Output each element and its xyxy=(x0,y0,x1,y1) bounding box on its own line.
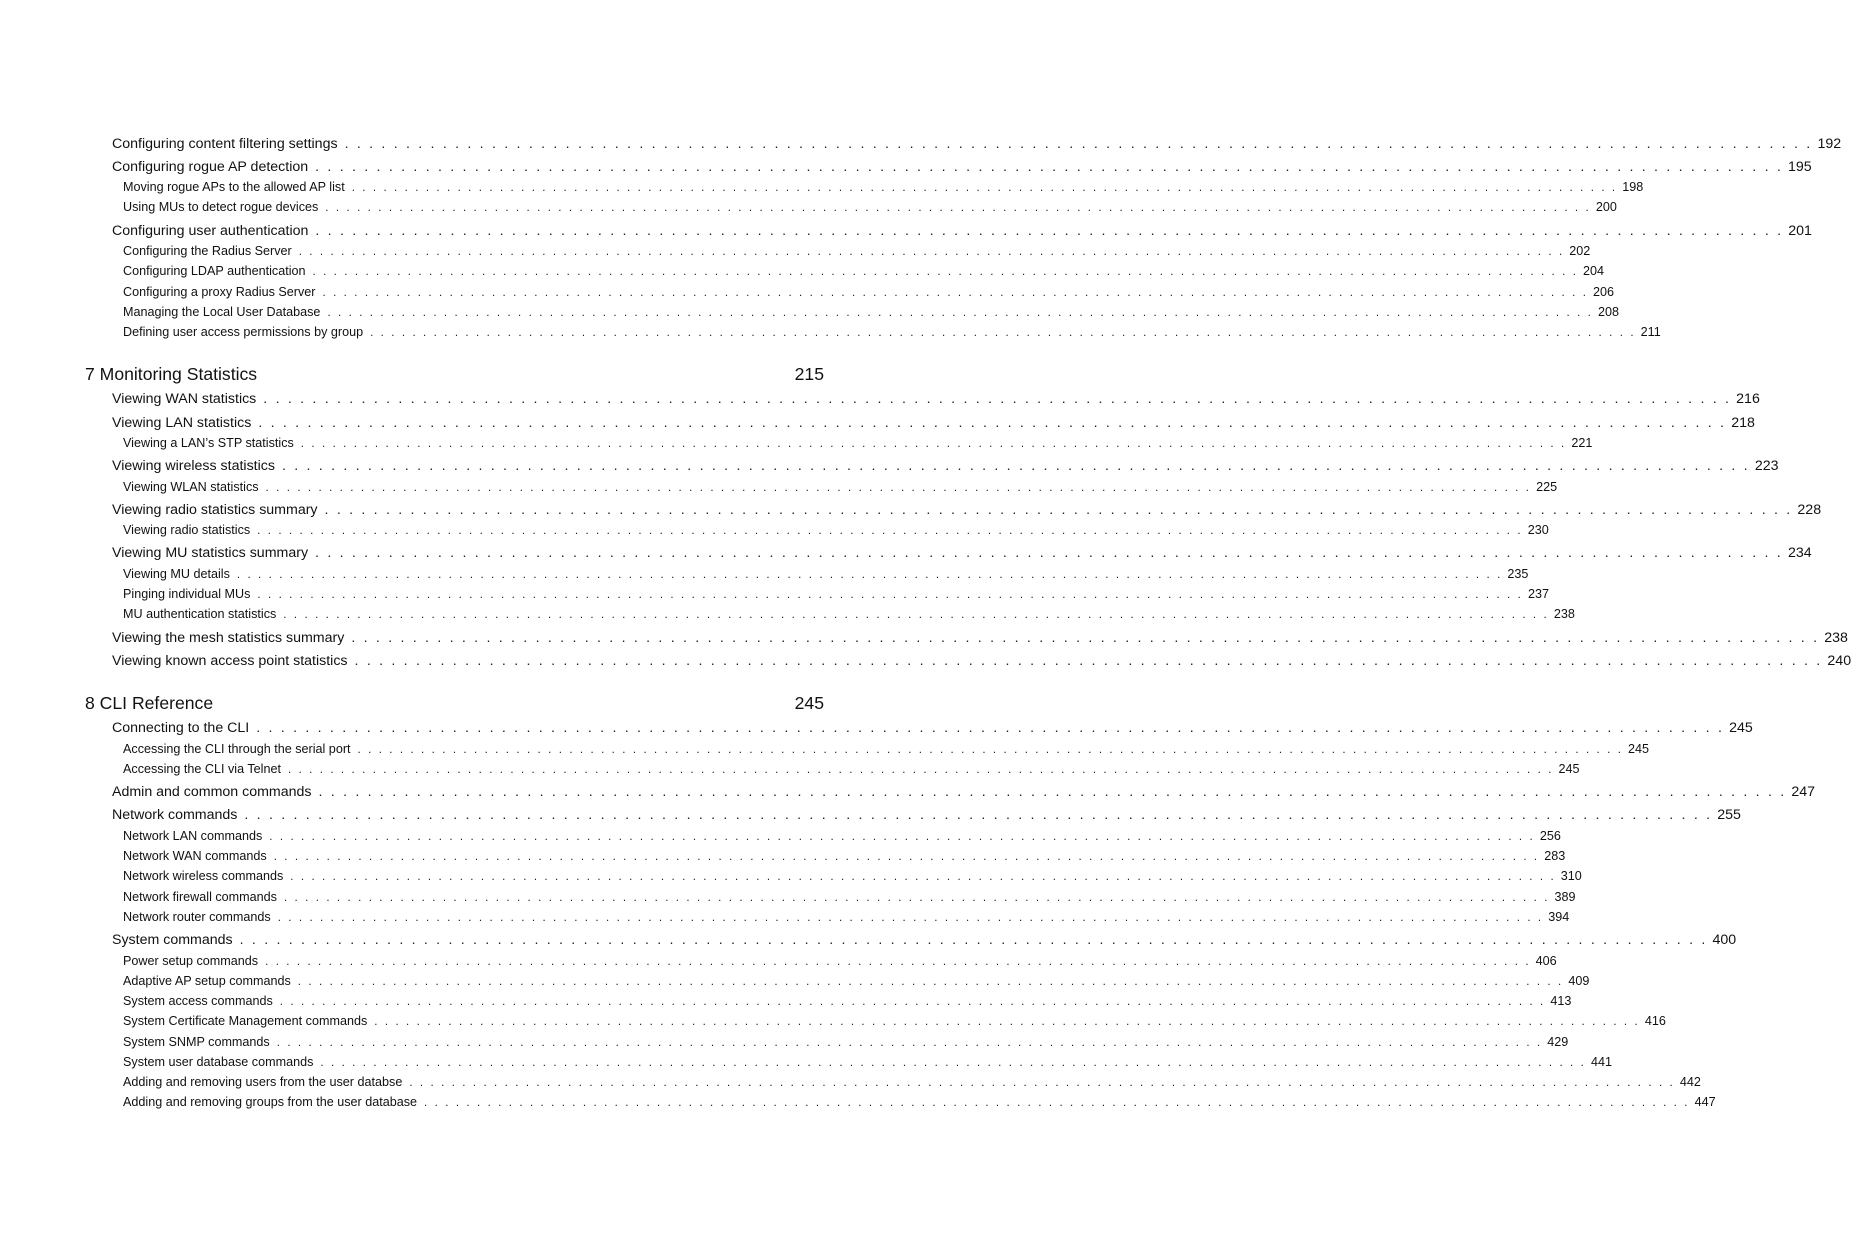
dot-leader: . . . . . . . . . . . . . . . . . . . . . . . . . . . . . . . . . . . . . . . . . . . . . . . . . . . . . . . . . . . . . . . . . . . . . . . . . . . . . . . . . . . . . . . . . . . . . . . . . . . . . . . . . . . . . . . . . . . . . . . . xyxy=(297,976,1564,988)
toc-entry-title: Viewing MU statistics summary xyxy=(112,545,309,561)
toc-entry-title: System Certificate Management commands xyxy=(123,1014,368,1028)
dot-leader: . . . . . . . . . . . . . . . . . . . . . . . . . . . . . . . . . . . . . . . . . . . . . . . . . . . . . . . . . . . . . . . . . . . . . . . . . . . . . . . . . . . . . . . . . . . . . . . . . . . . . . . . . . . . . . . . . . . . . . . . xyxy=(300,438,1567,450)
toc-entry-title: System user database commands xyxy=(123,1055,314,1069)
toc-entry-title: Configuring rogue AP detection xyxy=(112,159,309,175)
toc-entry-title: Power setup commands xyxy=(123,954,259,968)
dot-leader: . . . . . . . . . . . . . . . . . . . . . . . . . . . . . . . . . . . . . . . . . . . . . . . . . . . . . . . . . . . . . . . . . . . . . . . . . . . . . . . . . . . . . . . . . . . . . . . . . . . . . . . . . . . . . . . . . . . . . . . . xyxy=(276,1037,1543,1049)
toc-page-number: 198 xyxy=(1622,180,1644,194)
toc-section-entry[interactable] xyxy=(112,720,1753,740)
toc-chapter-heading[interactable] xyxy=(85,693,824,717)
toc-page-number: 235 xyxy=(1507,567,1529,581)
toc-section-entry[interactable] xyxy=(112,159,1812,179)
toc-subsection-entry[interactable] xyxy=(123,436,1593,454)
toc-page-number: 256 xyxy=(1539,829,1561,843)
toc-subsection-entry[interactable] xyxy=(123,829,1561,847)
toc-page-number: 245 xyxy=(1558,762,1580,776)
toc-entry-title: 8 CLI Reference xyxy=(85,693,214,713)
dot-leader: . . . . . . . . . . . . . . . . . . . . . . . . . . . . . . . . . . . . . . . . . . . . . . . . . . . . . . . . . . . . . . . . . . . . . . . . . . . . . . . . . . . . . . . . . . . . . . . . . . . . . . . . . . . . . . . . . . . . . . . . xyxy=(283,609,1549,621)
dot-leader: . . . . . . . . . . . . . . . . . . . . . . . . . . . . . . . . . . . . . . . . . . . . . . . . . . . . . . . . . . . . . . . . . . . . . . . . . . . . . . . . . . . . . . . . . . . . . . . . . . . . . . . . . . . . . . . . . . . . . . . . xyxy=(315,545,1783,561)
dot-leader: . . . . . . . . . . . . . . . . . . . . . . . . . . . . . . . . . . . . . . . . . . . . . . . . . . . . . . . . . . . . . . . . . . . . . . . . . . . . . . . . . . . . . . . . . . . . . . . . . . . . . . . . . . . . . . . . . . . . . . . . xyxy=(374,1016,1640,1028)
toc-page-number: 234 xyxy=(1787,545,1812,561)
toc-page-number: 225 xyxy=(1536,480,1558,494)
dot-leader: . . . . . . . . . . . . . . . . . . . . . . . . . . . . . . . . . . . . . . . . . . . . . . . . . . . . . . . . . . . . . . . . . . . . . . . . . . . . . . . . . . . . . . . . . . . . . . . . . . . . . . . . . . . . . . . . . . . . . . . . xyxy=(258,415,1727,431)
toc-entry-title: Configuring content filtering settings xyxy=(112,136,338,152)
toc-subsection-entry[interactable] xyxy=(123,264,1605,282)
toc-entry-title: Viewing wireless statistics xyxy=(112,458,275,474)
toc-page-number: 429 xyxy=(1547,1035,1569,1049)
toc-section-entry[interactable] xyxy=(112,223,1812,243)
dot-leader: . . . . . . . . . . . . . . . . . . . . . . . . . . . . . . . . . . . . . . . . . . . . . . . . . . . . . . . . . . . . . . . . . . . . . . . . . . . . . . . . . . . . . . . . . . . . . . . . . . . . . . . . . . . . . . . . . . . . . . . . xyxy=(351,182,1618,194)
toc-section-entry[interactable] xyxy=(112,630,1848,650)
toc-entry-title: Pinging individual MUs xyxy=(123,587,251,601)
toc-section-entry[interactable] xyxy=(112,136,1842,156)
toc-entry-title: Adding and removing users from the user databse xyxy=(123,1075,403,1089)
toc-entry-title: MU authentication statistics xyxy=(123,607,277,621)
toc-entry-title: Accessing the CLI via Telnet xyxy=(123,762,281,776)
dot-leader: . . . . . . . . . . . . . . . . . . . . . . . . . . . . . . . . . . . . . . . . . . . . . . . . . . . . . . . . . . . . . . . . . . . . . . . . . . . . . . . . . . . . . . . . . . . . . . . . . . . . . . . . . . . . . . . . . . . . . . . . xyxy=(273,851,1540,863)
dot-leader: . . . . . . . . . . . . . . . . . . . . . . . . . . . . . . . . . . . . . . . . . . . . . . . . . . . . . . . . . . . . . . . . . . . . . . . . . . . . . . . . . . . . . . . . . . . . . . . . . . . . . . . . . . . . . . . . . . . . . . . . xyxy=(281,458,1750,474)
toc-subsection-entry[interactable] xyxy=(123,567,1529,585)
toc-page-number: 216 xyxy=(1736,391,1760,407)
toc-entry-title: Viewing MU details xyxy=(123,567,230,581)
toc-page-number: 283 xyxy=(1544,849,1566,863)
toc-section-entry[interactable] xyxy=(112,391,1760,411)
toc-entry-title: Network wireless commands xyxy=(123,869,284,883)
toc-page-number: 202 xyxy=(1569,244,1591,258)
toc-page-number: 441 xyxy=(1590,1055,1612,1069)
toc-subsection-entry[interactable] xyxy=(123,1055,1612,1073)
toc-subsection-entry[interactable] xyxy=(123,480,1558,498)
dot-leader: . . . . . . . . . . . . . . . . . . . . . . . . . . . . . . . . . . . . . . . . . . . . . . . . . . . . . . . . . . . . . . . . . . . . . . . . . . . . . . . . . . . . . . . . . . . . . . . . . . . . . . . . . . . . . . . . . . . . . . . . xyxy=(244,807,1713,823)
dot-leader: . . . . . . . . . . . . . . . . . . . . . . . . . . . . . . . . . . . . . . . . . . . . . . . . . . . . . . . . . . . . . . . . . . . . . . . . . . . . . . . . . . . . . . . . . . . . . . . . . . . . . . . . . . . . . . . . . . . . . . . . xyxy=(257,589,1523,601)
toc-section-entry[interactable] xyxy=(112,784,1816,804)
toc-entry-title: Viewing WLAN statistics xyxy=(123,480,259,494)
toc-section-entry[interactable] xyxy=(112,653,1851,673)
toc-page-number: 238 xyxy=(1553,607,1575,621)
toc-entry-title: Adding and removing groups from the user database xyxy=(123,1095,418,1109)
toc-subsection-entry[interactable] xyxy=(123,523,1549,541)
toc-page-number: 230 xyxy=(1527,523,1549,537)
toc-entry-title: Configuring a proxy Radius Server xyxy=(123,285,316,299)
dot-leader: . . . . . . . . . . . . . . . . . . . . . . . . . . . . . . . . . . . . . . . . . . . . . . . . . . . . . . . . . . . . . . . . . . . . . . . . . . . . . . . . . . . . . . . . . . . . . . . . . . . . . . . . . . . . . . . . . . . . . . . . xyxy=(279,996,1546,1008)
toc-page-number: 389 xyxy=(1554,890,1576,904)
dot-leader: . . . . . . . . . . . . . . . . . . . . . . . . . . . . . . . . . . . . . . . . . . . . . . . . . . . . . . . . . . . . . . . . . . . . . . . . . . . . . . . . . . . . . . . . . . . . . . . . . . . . . . . . . . . . . . . . . . . . . . . . xyxy=(315,223,1784,239)
toc-entry-title: Configuring LDAP authentication xyxy=(123,264,306,278)
toc-section-entry[interactable] xyxy=(112,458,1779,478)
toc-page-number: 206 xyxy=(1593,285,1615,299)
toc-subsection-entry[interactable] xyxy=(123,607,1575,625)
toc-page-number: 245 xyxy=(1628,742,1650,756)
toc-entry-title: Configuring user authentication xyxy=(112,223,309,239)
toc-entry-title: Viewing a LAN’s STP statistics xyxy=(123,436,294,450)
toc-page-number: 218 xyxy=(1731,415,1755,431)
toc-entry-title: Viewing radio statistics summary xyxy=(112,502,318,518)
toc-entry-title: Network router commands xyxy=(123,910,271,924)
toc-page-number: 221 xyxy=(1571,436,1593,450)
toc-section-entry[interactable] xyxy=(112,545,1812,565)
toc-page-number: 211 xyxy=(1640,325,1661,339)
toc-page-number: 201 xyxy=(1788,223,1812,239)
toc-entry-title: System access commands xyxy=(123,994,273,1008)
dot-leader: . . . . . . . . . . . . . . . . . . . . . . . . . . . . . . . . . . . . . . . . . . . . . . . . . . . . . . . . . . . . . . . . . . . . . . . . . . . . . . . . . . . . . . . . . . . . . . . . . . . . . . . . . . . . . . . . . . . . . . . . xyxy=(354,653,1823,669)
toc-page-number: 442 xyxy=(1679,1075,1701,1089)
toc-subsection-entry[interactable] xyxy=(123,1014,1666,1032)
toc-page-number: 208 xyxy=(1597,305,1619,319)
dot-leader: . . . . . . . . . . . . . . . . . . . . . . . . . . . . . . . . . . . . . . . . . . . . . . . . . . . . . . . . . . . . . . . . . . . . . . . . . . . . . . . . . . . . . . . . . . . . . . . . . . . . . . . . . . . . . . . . . . . . . . . . xyxy=(312,266,1579,278)
dot-leader: . . . . . . . . . . . . . . . . . . . . . . . . . . . . . . . . . . . . . . . . . . . . . . . . . . . . . . . . . . . . . . . . . . . . . . . . . . . . . . . . . . . . . . . . . . . . . . . . . . . . . . . . . . . . . . . . . . . . . . . . xyxy=(357,744,1624,756)
toc-entry-title: Viewing known access point statistics xyxy=(112,653,348,669)
toc-page-number: 195 xyxy=(1788,159,1812,175)
toc-entry-title: Viewing the mesh statistics summary xyxy=(112,630,345,646)
toc-page-number: 247 xyxy=(1791,784,1816,800)
dot-leader: . . . . . . . . . . . . . . . . . . . . . . . . . . . . . . . . . . . . . . . . . . . . . . . . . . . . . . . . . . . . . . . . . . . . . . . . . . . . . . . . . . . . . . . . . . . . . . . . . . . . . . . . . . . . . . . . . . . . . . . . xyxy=(298,246,1565,258)
toc-page-number: 200 xyxy=(1595,200,1617,214)
toc-section-entry[interactable] xyxy=(112,415,1755,435)
toc-entry-title: 7 Monitoring Statistics xyxy=(85,364,258,384)
toc-chapter-heading[interactable] xyxy=(85,364,824,388)
toc-subsection-entry[interactable] xyxy=(123,325,1661,343)
dot-leader: . . . . . . . . . . . . . . . . . . . . . . . . . . . . . . . . . . . . . . . . . . . . . . . . . . . . . . . . . . . . . . . . . . . . . . . . . . . . . . . . . . . . . . . . . . . . . . . . . . . . . . . . . . . . . . . . . . . . . . . . xyxy=(322,287,1589,299)
dot-leader: . . . . . . . . . . . . . . . . . . . . . . . . . . . . . . . . . . . . . . . . . . . . . . . . . . . . . . . . . . . . . . . . . . . . . . . . . . . . . . . . . . . . . . . . . . . . . . . . . . . . . . . . . . . . . . . . . . . . . . . . xyxy=(409,1077,1675,1089)
toc-page-number: 409 xyxy=(1568,974,1590,988)
toc-entry-title: Viewing LAN statistics xyxy=(112,415,252,431)
dot-leader: . . . . . . . . . . . . . . . . . . . . . . . . . . . . . . . . . . . . . . . . . . . . . . . . . . . . . . . . . . . . . . . . . . . . . . . . . . . . . . . . . . . . . . . . . . . . . . . . . . . . . . . . . . . . . . . . . . . . . . . . xyxy=(424,1097,1690,1109)
toc-subsection-entry[interactable] xyxy=(123,910,1570,928)
toc-entry-title: Admin and common commands xyxy=(112,784,312,800)
dot-leader: . . . . . . . . . . . . . . . . . . . . . . . . . . . . . . . . . . . . . . . . . . . . . . . . . . . . . . . . . . . . . . . . . . . . . . . . . . . . . . . . . . . . . . . . . . . . . . . . . . . . . . . . . . . . . . . . . . . . . . . . xyxy=(327,307,1593,319)
dot-leader: . . . . . . . . . . . . . . . . . . . . . . . . . . . . . . . . . . . . . . . . . . . . . . . . . . . . . . . . . . . . . . . . . . . . . . . . . . . . . . . . . . . . . . . . . . . . . . . . . . . . . . . . . . . . . . . . . . . . . . . . xyxy=(283,892,1550,904)
toc-entry-title: Using MUs to detect rogue devices xyxy=(123,200,319,214)
toc-page-number: 204 xyxy=(1583,264,1605,278)
toc-section-entry[interactable] xyxy=(112,807,1741,827)
dot-leader: . . . . . . . . . . . . . . . . . . . . . . . . . . . . . . . . . . . . . . . . . . . . . . . . . . . . . . . . . . . . . . . . . . . . . . . . . . . . . . . . . . . . . . . . . . . . . . . . . . . . . . . . . . . . . . . . . . . . . . . . xyxy=(290,871,1556,883)
toc-page-number: 413 xyxy=(1550,994,1572,1008)
toc-subsection-entry[interactable] xyxy=(123,305,1619,323)
toc-page-number: 238 xyxy=(1824,630,1848,646)
dot-leader: . . . . . . . . . . . . . . . . . . . . . . . . . . . . . . . . . . . . . . . . . . . . . . . . . . . . . . . . . . . . . . . . . . . . . . . . . . . . . . . . . . . . . . . . . . . . . . . . . . . . . . . . . . . . . . . . . . . . . . . . xyxy=(265,482,1532,494)
toc-page-number: 447 xyxy=(1694,1095,1716,1109)
toc-subsection-entry[interactable] xyxy=(123,742,1650,760)
toc-page-number: 255 xyxy=(1717,807,1741,823)
toc-page-number: 215 xyxy=(794,364,824,384)
toc-page-number: 406 xyxy=(1535,954,1557,968)
toc-page-number: 223 xyxy=(1754,458,1779,474)
toc-entry-title: Moving rogue APs to the allowed AP list xyxy=(123,180,345,194)
toc-page-number: 400 xyxy=(1712,932,1737,948)
toc-page-number: 245 xyxy=(794,693,824,713)
toc-entry-title: Network commands xyxy=(112,807,238,823)
toc-page-number: 416 xyxy=(1644,1014,1666,1028)
toc-page-number: 228 xyxy=(1797,502,1822,518)
dot-leader: . . . . . . . . . . . . . . . . . . . . . . . . . . . . . . . . . . . . . . . . . . . . . . . . . . . . . . . . . . . . . . . . . . . . . . . . . . . . . . . . . . . . . . . . . . . . . . . . . . . . . . . . . . . . . . . . . . . . . . . . xyxy=(257,525,1523,537)
toc-section-entry[interactable] xyxy=(112,932,1737,952)
dot-leader: . . . . . . . . . . . . . . . . . . . . . . . . . . . . . . . . . . . . . . . . . . . . . . . . . . . . . . . . . . . . . . . . . . . . . . . . . . . . . . . . . . . . . . . . . . . . . . . . . . . . . . . . . . . . . . . . . . . . . . . . xyxy=(263,391,1732,407)
toc-subsection-entry[interactable] xyxy=(123,1095,1716,1113)
toc-subsection-entry[interactable] xyxy=(123,762,1580,780)
toc-subsection-entry[interactable] xyxy=(123,1035,1569,1053)
dot-leader: . . . . . . . . . . . . . . . . . . . . . . . . . . . . . . . . . . . . . . . . . . . . . . . . . . . . . . . . . . . . . . . . . . . . . . . . . . . . . . . . . . . . . . . . . . . . . . . . . . . . . . . . . . . . . . . . . . . . . . . . xyxy=(287,764,1554,776)
dot-leader: . . . . . . . . . . . . . . . . . . . . . . . . . . . . . . . . . . . . . . . . . . . . . . . . . . . . . . . . . . . . . . . . . . . . . . . . . . . . . . . . . . . . . . . . . . . . . . . . . . . . . . . . . . . . . . . . . . . . . . . . xyxy=(351,630,1820,646)
toc-entry-title: Viewing WAN statistics xyxy=(112,391,257,407)
toc-entry-title: Accessing the CLI through the serial port xyxy=(123,742,351,756)
dot-leader: . . . . . . . . . . . . . . . . . . . . . . . . . . . . . . . . . . . . . . . . . . . . . . . . . . . . . . . . . . . . . . . . . . . . . . . . . . . . . . . . . . . . . . . . . . . . . . . . . . . . . . . . . . . . . . . . . . . . . . . . xyxy=(325,202,1591,214)
toc-entry-title: Configuring the Radius Server xyxy=(123,244,292,258)
toc-page-number: 310 xyxy=(1560,869,1582,883)
toc-subsection-entry[interactable] xyxy=(123,587,1549,605)
dot-leader: . . . . . . . . . . . . . . . . . . . . . . . . . . . . . . . . . . . . . . . . . . . . . . . . . . . . . . . . . . . . . . . . . . . . . . . . . . . . . . . . . . . . . . . . . . . . . . . . . . . . . . . . . . . . . . . . . . . . . . . . xyxy=(265,956,1531,968)
toc-entry-title: Viewing radio statistics xyxy=(123,523,251,537)
dot-leader: . . . . . . . . . . . . . . . . . . . . . . . . . . . . . . . . . . . . . . . . . . . . . . . . . . . . . . . . . . . . . . . . . . . . . . . . . . . . . . . . . . . . . . . . . . . . . . . . . . . . . . . . . . . . . . . . . . . . . . . . xyxy=(324,502,1793,518)
toc-page-number: 192 xyxy=(1817,136,1842,152)
toc-subsection-entry[interactable] xyxy=(123,285,1615,303)
dot-leader: . . . . . . . . . . . . . . . . . . . . . . . . . . . . . . . . . . . . . . . . . . . . . . . . . . . . . . . . . . . . . . . . . . . . . . . . . . . . . . . . . . . . . . . . . . . . . . . . . . . . . . . . . . . . . . . . . . . . . . . . xyxy=(256,720,1725,736)
toc-page-number: 394 xyxy=(1548,910,1570,924)
toc-subsection-entry[interactable] xyxy=(123,200,1617,218)
dot-leader: . . . . . . . . . . . . . . . . . . . . . . . . . . . . . . . . . . . . . . . . . . . . . . . . . . . . . . . . . . . . . . . . . . . . . . . . . . . . . . . . . . . . . . . . . . . . . . . . . . . . . . . . . . . . . . . . . . . . . . . . xyxy=(236,569,1503,581)
toc-subsection-entry[interactable] xyxy=(123,244,1591,262)
toc-entry-title: Network LAN commands xyxy=(123,829,263,843)
toc-entry-title: Adaptive AP setup commands xyxy=(123,974,291,988)
toc-subsection-entry[interactable] xyxy=(123,890,1576,908)
toc-page-number: 237 xyxy=(1527,587,1549,601)
toc-section-entry[interactable] xyxy=(112,502,1822,522)
toc-entry-title: Managing the Local User Database xyxy=(123,305,321,319)
toc-page-number: 240 xyxy=(1827,653,1851,669)
toc-subsection-entry[interactable] xyxy=(123,994,1572,1012)
toc-entry-title: Connecting to the CLI xyxy=(112,720,250,736)
dot-leader: . . . . . . . . . . . . . . . . . . . . . . . . . . . . . . . . . . . . . . . . . . . . . . . . . . . . . . . . . . . . . . . . . . . . . . . . . . . . . . . . . . . . . . . . . . . . . . . . . . . . . . . . . . . . . . . . . . . . . . . . xyxy=(315,159,1784,175)
toc-subsection-entry[interactable] xyxy=(123,849,1566,867)
toc-subsection-entry[interactable] xyxy=(123,1075,1701,1093)
toc-entry-title: System commands xyxy=(112,932,233,948)
toc-subsection-entry[interactable] xyxy=(123,869,1582,887)
dot-leader: . . . . . . . . . . . . . . . . . . . . . . . . . . . . . . . . . . . . . . . . . . . . . . . . . . . . . . . . . . . . . . . . . . . . . . . . . . . . . . . . . . . . . . . . . . . . . . . . . . . . . . . . . . . . . . . . . . . . . . . . xyxy=(318,784,1787,800)
dot-leader: . . . . . . . . . . . . . . . . . . . . . . . . . . . . . . . . . . . . . . . . . . . . . . . . . . . . . . . . . . . . . . . . . . . . . . . . . . . . . . . . . . . . . . . . . . . . . . . . . . . . . . . . . . . . . . . . . . . . . . . . xyxy=(239,932,1708,948)
toc-entry-title: System SNMP commands xyxy=(123,1035,270,1049)
dot-leader: . . . . . . . . . . . . . . . . . . . . . . . . . . . . . . . . . . . . . . . . . . . . . . . . . . . . . . . . . . . . . . . . . . . . . . . . . . . . . . . . . . . . . . . . . . . . . . . . . . . . . . . . . . . . . . . . . . . . . . . . xyxy=(370,327,1636,339)
dot-leader: . . . . . . . . . . . . . . . . . . . . . . . . . . . . . . . . . . . . . . . . . . . . . . . . . . . . . . . . . . . . . . . . . . . . . . . . . . . . . . . . . . . . . . . . . . . . . . . . . . . . . . . . . . . . . . . . . . . . . . . . xyxy=(269,831,1535,843)
dot-leader: . . . . . . . . . . . . . . . . . . . . . . . . . . . . . . . . . . . . . . . . . . . . . . . . . . . . . . . . . . . . . . . . . . . . . . . . . . . . . . . . . . . . . . . . . . . . . . . . . . . . . . . . . . . . . . . . . . . . . . . . xyxy=(344,136,1813,152)
toc-entry-title: Defining user access permissions by group xyxy=(123,325,364,339)
toc-entry-title: Network firewall commands xyxy=(123,890,277,904)
dot-leader: . . . . . . . . . . . . . . . . . . . . . . . . . . . . . . . . . . . . . . . . . . . . . . . . . . . . . . . . . . . . . . . . . . . . . . . . . . . . . . . . . . . . . . . . . . . . . . . . . . . . . . . . . . . . . . . . . . . . . . . . xyxy=(277,912,1544,924)
dot-leader: . . . . . . . . . . . . . . . . . . . . . . . . . . . . . . . . . . . . . . . . . . . . . . . . . . . . . . . . . . . . . . . . . . . . . . . . . . . . . . . . . . . . . . . . . . . . . . . . . . . . . . . . . . . . . . . . . . . . . . . . xyxy=(320,1057,1586,1069)
toc-subsection-entry[interactable] xyxy=(123,954,1557,972)
toc-subsection-entry[interactable] xyxy=(123,974,1590,992)
toc-subsection-entry[interactable] xyxy=(123,180,1644,198)
toc-page-number: 245 xyxy=(1729,720,1753,736)
toc-entry-title: Network WAN commands xyxy=(123,849,267,863)
